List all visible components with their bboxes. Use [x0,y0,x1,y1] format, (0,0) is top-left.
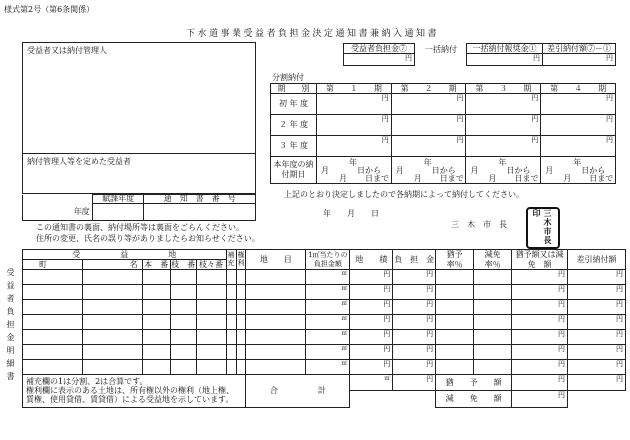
issuer-name: 三 木 市 長 [451,220,507,229]
table-cell [436,315,474,330]
table-cell [306,345,350,360]
yen-mark: 円 [456,115,464,123]
due-from: 日から [581,166,606,175]
area-unit: ㎡ [341,300,348,307]
table-cell [246,330,306,345]
yen-mark: 円 [531,94,539,102]
defer-total-yen: 円 [558,375,566,383]
table-cell [170,315,196,330]
table-cell [436,345,474,360]
due-year: 年 [573,158,582,167]
table-cell [226,330,236,345]
table-cell [236,285,246,300]
table-cell [436,300,474,315]
supp-header: 補充 [227,250,235,267]
yen-mark: 円 [426,330,434,338]
table-cell [82,285,142,300]
table-cell [568,300,626,315]
table-cell [142,360,170,375]
due-from: 日から [431,166,456,175]
period-4: 第 ４ 期 [550,83,607,93]
branch-header: 枝 番 [171,259,196,269]
table-row [23,285,626,300]
period-1: 第 １ 期 [325,83,382,93]
installment-header: 分割納付 [272,73,304,82]
table-cell [306,270,350,285]
area-unit: ㎡ [341,330,348,337]
yen-mark: 円 [383,315,391,323]
table-cell [23,285,83,300]
table-cell [170,360,196,375]
table-cell [246,300,306,315]
year-label: 年度 [73,207,90,217]
yen-mark: 円 [616,285,623,293]
yen-mark: 円 [531,115,539,123]
detail-table [22,249,626,408]
yen-mark: 円 [558,300,566,308]
footnote-3: 質権、使用貸借、賃貸借）による受益地を示しています。 [26,395,234,405]
table-row [23,270,626,285]
due-to: 日まで [364,174,389,183]
table-cell [393,330,436,345]
due-month: 月 [545,166,554,175]
table-cell [306,300,350,315]
net-total-yen: 円 [616,375,623,383]
yen-mark: 円 [616,330,623,338]
table-cell [512,300,568,315]
table-row [23,360,626,375]
table-cell [306,330,350,345]
detail-side-label: 受益者負担金明細書 [6,268,15,385]
table-cell [306,285,350,300]
table-cell [226,285,236,300]
note-1: この通知書の裏面、納付場所等は裏面をごらんください。 [36,223,244,232]
table-cell [196,330,226,345]
table-cell [512,315,568,330]
table-cell [568,345,626,360]
name-header: 名 [129,259,138,269]
note-2: 住所の変更、氏名の誤り等がありましたらお知らせください。 [36,234,260,243]
table-cell [196,345,226,360]
table-row [23,300,626,315]
table-cell [142,315,170,330]
main-no-header: 本 番 [144,259,169,269]
due-cell [466,157,541,184]
table-cell [23,330,83,345]
due-month: 月 [338,174,347,183]
due-cell [316,157,391,184]
yen-mark: 円 [558,345,566,353]
yen-mark: 円 [616,345,623,353]
exempt-total-yen: 円 [558,391,566,400]
table-cell [196,285,226,300]
table-cell [236,345,246,360]
table-cell [82,315,142,330]
table-cell [393,315,436,330]
net-label: 差引納付額⑦－① [547,43,611,53]
reward-label: 一括納付報奨金① [472,43,537,53]
yen-mark: 円 [426,300,434,308]
year-row-1: 初 年 度 [278,99,309,108]
payer-box [22,42,256,154]
net-yen: 円 [606,54,613,62]
table-cell [246,285,306,300]
due-to: 日まで [589,174,614,183]
yen-mark: 円 [383,345,391,353]
table-cell [23,300,83,315]
table-cell [246,345,306,360]
table-cell [142,285,170,300]
table-cell [436,360,474,375]
table-cell [170,300,196,315]
table-cell [170,285,196,300]
table-cell [82,345,142,360]
total-area-unit: ㎡ [384,375,391,382]
yen-mark: 円 [558,285,566,293]
table-cell [350,270,393,285]
table-cell [246,270,306,285]
year-row-3: ３ 年 度 [278,141,309,150]
table-cell [306,315,350,330]
table-row [23,345,626,360]
yen-mark: 円 [558,270,566,278]
town-header: 町 [39,259,47,269]
table-cell [246,315,306,330]
table-row [23,315,626,330]
table-cell [393,285,436,300]
assess-year-label: 賦課年度 [102,194,135,203]
yen-mark: 円 [606,115,613,123]
due-month: 月 [413,174,422,183]
charge-header: 負 担 金 [394,254,435,264]
due-year: 年 [423,158,432,167]
yen-mark: 円 [616,270,623,278]
table-cell [196,315,226,330]
table-cell [82,360,142,375]
table-cell [350,330,393,345]
table-cell [196,360,226,375]
defer-amount-header: 猶予額又は減 免 額 [515,250,572,269]
net-header: 差引納付額 [576,254,617,264]
table-cell [170,270,196,285]
total-charge-yen: 円 [426,375,434,383]
installment-table [270,83,616,184]
table-cell [142,300,170,315]
rights-header: 権利 [237,250,245,267]
unit-price-header: 1㎡当たりの負担金額 [308,251,348,268]
yen-mark: 円 [616,300,623,308]
official-seal: 三木市長印 [526,207,560,249]
yen-mark: 円 [606,94,613,102]
due-cell [541,157,616,184]
area-unit: ㎡ [341,270,348,277]
benefit-land-header: 受 益 地 [72,249,177,259]
yen-mark: 円 [531,136,539,144]
table-cell [474,345,512,360]
table-cell [350,300,393,315]
yen-mark: 円 [558,330,566,338]
table-cell [246,360,306,375]
table-cell [568,315,626,330]
table-cell [226,315,236,330]
subbranch-header: 枝々番 [199,259,224,269]
exempt-total-label: 減 免 額 [445,393,502,403]
notice-date: 年 月 日 [323,209,379,218]
yen-mark: 円 [558,360,566,368]
table-cell [82,330,142,345]
table-cell [436,270,474,285]
table-cell [350,315,393,330]
table-row [23,330,626,345]
defer-total-label: 猶 予 額 [445,377,502,387]
due-month: 月 [470,166,479,175]
yen-mark: 円 [426,360,434,368]
table-cell [226,270,236,285]
form-code: 様式第2号（第6条関係） [4,5,95,14]
table-cell [196,300,226,315]
due-month: 月 [488,174,497,183]
table-cell [170,330,196,345]
table-cell [474,300,512,315]
amount-box [343,43,415,66]
lump-table [466,43,616,66]
yen-mark: 円 [426,345,434,353]
table-cell [23,270,83,285]
yen-mark: 円 [381,94,389,102]
period-label: 期 別 [277,83,310,93]
table-cell [23,345,83,360]
table-cell [170,345,196,360]
exempt-rate-header: 減免率％ [484,250,501,269]
amount-label: 受益者負担金⑦ [351,43,407,53]
table-cell [568,285,626,300]
period-2: 第 ２ 期 [400,83,457,93]
yen-mark: 円 [383,360,391,368]
yen-mark: 円 [383,285,391,293]
table-cell [23,315,83,330]
table-cell [236,330,246,345]
yen-mark: 円 [383,330,391,338]
table-cell [474,360,512,375]
area-unit: ㎡ [341,360,348,367]
yen-mark: 円 [383,300,391,308]
table-cell [393,270,436,285]
amount-yen: 円 [405,54,412,62]
table-cell [236,360,246,375]
lump-label: 一括納付 [425,45,457,54]
table-cell [350,345,393,360]
area-header: 地 積 [355,254,388,264]
table-cell [474,315,512,330]
table-cell [350,360,393,375]
yen-mark: 円 [426,285,434,293]
notice-message: 上記のとおり決定しましたので各納期によって納付してください。 [284,190,524,199]
yen-mark: 円 [426,315,434,323]
yen-mark: 円 [381,136,389,144]
yen-mark: 円 [616,360,623,368]
due-month: 月 [395,166,404,175]
table-cell [142,345,170,360]
land-category-header: 地 目 [259,254,292,264]
table-cell [350,285,393,300]
table-cell [568,330,626,345]
table-cell [474,330,512,345]
due-to: 日まで [514,174,539,183]
table-cell [236,270,246,285]
table-cell [568,360,626,375]
footnote-2: 権利欄に表示のある土地は、所有権以外の権利（地上権、 [26,386,234,396]
table-cell [512,330,568,345]
yen-mark: 円 [383,270,391,278]
due-month: 月 [320,166,329,175]
due-year: 年 [498,158,507,167]
table-cell [474,270,512,285]
yen-mark: 円 [558,315,566,323]
table-cell [512,360,568,375]
yen-mark: 円 [456,136,464,144]
footnote-1: 補充欄の1は分割、2は合算です。 [26,377,148,386]
table-cell [512,285,568,300]
table-cell [82,270,142,285]
table-cell [393,345,436,360]
table-cell [226,345,236,360]
agent-box [22,154,256,194]
due-to: 日まで [439,174,464,183]
table-cell [226,360,236,375]
table-cell [23,360,83,375]
yen-mark: 円 [381,115,389,123]
period-3: 第 ３ 期 [475,83,532,93]
yen-mark: 円 [606,136,613,144]
area-unit: ㎡ [341,285,348,292]
yen-mark: 円 [426,270,434,278]
due-year: 年 [348,158,357,167]
table-cell [306,360,350,375]
notice-number-table [22,194,256,221]
table-cell [512,345,568,360]
yen-mark: 円 [456,94,464,102]
total-label: 合 計 [269,385,326,395]
table-cell [393,300,436,315]
table-cell [512,270,568,285]
table-cell [474,285,512,300]
reward-yen: 円 [533,54,540,62]
table-cell [436,285,474,300]
form-title: 下水道事業受益者負担金決定通知書兼納入通知書 [186,29,440,39]
agent-label: 納付管理人等を定めた受益者 [27,157,131,166]
due-month: 月 [563,174,572,183]
table-cell [226,300,236,315]
table-cell [236,300,246,315]
yen-mark: 円 [616,315,623,323]
area-unit: ㎡ [341,345,348,352]
table-cell [82,300,142,315]
notice-no-label: 通 知 書 番 号 [163,194,236,203]
table-cell [436,330,474,345]
table-cell [568,270,626,285]
table-cell [142,330,170,345]
table-cell [236,315,246,330]
due-from: 日から [356,166,381,175]
area-unit: ㎡ [341,315,348,322]
table-cell [142,270,170,285]
defer-rate-header: 猶予率％ [446,250,463,269]
payer-label: 受益者又は納付管理人 [27,46,107,55]
year-row-2: ２ 年 度 [278,120,309,129]
table-cell [393,360,436,375]
table-cell [196,270,226,285]
due-cell [391,157,466,184]
due-from: 日から [506,166,531,175]
due-label: 本年度の納付期日 [273,160,314,179]
